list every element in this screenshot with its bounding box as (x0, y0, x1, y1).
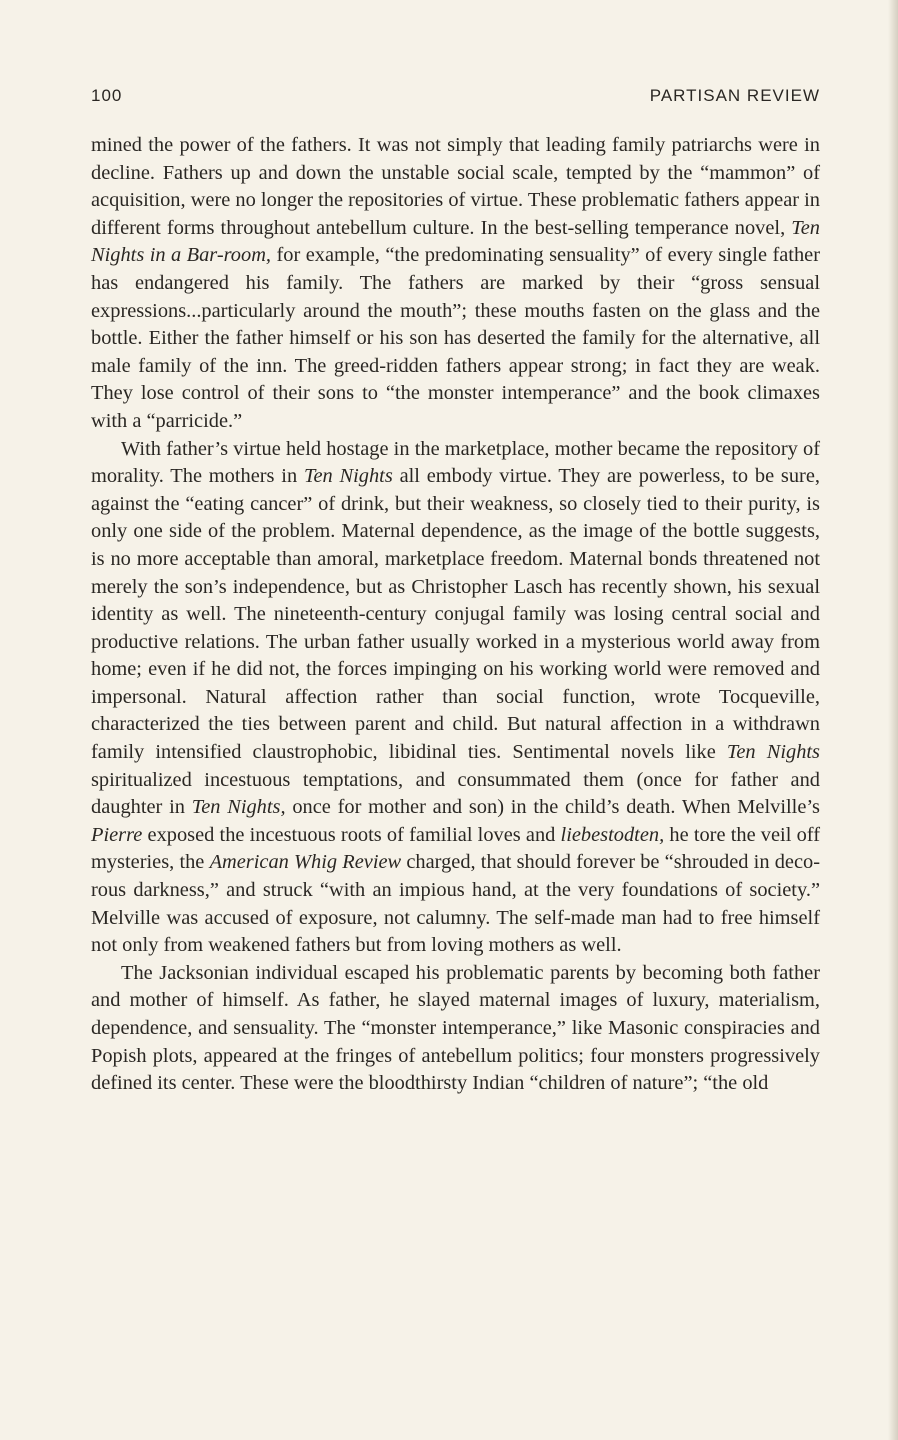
page-number: 100 (91, 86, 123, 105)
p2-book-title-1: Ten Nights (303, 465, 393, 488)
p2-text-3: spiritualized incestuous temptations, and consummated them (once for father and daughter in (91, 768, 820, 819)
p2-text-6: he tore the veil off mysteries, the (91, 823, 820, 874)
p2-text-4: once for mother and son) in the child’s death. When Melville’s (285, 796, 820, 819)
p2-journal-title: American Whig Review (209, 851, 402, 874)
p2-italic-term: liebestodten, (560, 823, 665, 846)
p2-book-title-3: Ten Nights, (191, 796, 286, 819)
paragraph-3 (91, 960, 820, 1098)
document-page (91, 86, 820, 1098)
paragraph-2 (91, 436, 820, 960)
journal-title: PARTISAN REVIEW (649, 86, 820, 105)
paragraph-1 (91, 132, 820, 436)
p1-text-2: for example, “the predominating sensuality” of every single father has endangered his family. The fathers are marked by their “gross sensual expressions...particularly around the mouth”; these mouths fasten on the glass and the bottle. Either the father himself or his son has deserted the family for the alternative, all male family of the inn. The greed-ridden fathers appear strong; in fact they are weak. They lose control of their sons to “the monster intemperance” and the book climaxes with a “parricide.” (91, 244, 821, 432)
p2-book-title-2: Ten Nights (726, 741, 820, 764)
page-edge-shadow (888, 0, 898, 1440)
body-text (91, 132, 820, 1098)
running-header (91, 86, 820, 106)
p2-text-2: all embody virtue. They are powerless, to be sure, against the “eating cancer” of drink, but their weakness, so closely tied to their purity, is only one side of the problem. Maternal dependence, as the image of the bottle suggests, is no more acceptable than amoral, marketplace freedom. Maternal bonds threatened not merely the son’s independence, but as Christopher Lasch has recently shown, his sexual identity as well. The nineteenth-century conjugal family was losing central social and productive relations. The urban father usually worked in a mysterious world away from home; even if he did not, the forces impinging on his working world were removed and impersonal. Natural affection rather than social function, wrote Tocqueville, characterized the ties between parent and child. But natural affection in a withdrawn family intensified claustrophobic, libidinal ties. Sentimental novels like (91, 465, 820, 764)
p2-text-5: exposed the incestuous roots of familial loves and (142, 823, 561, 846)
p1-text-1: mined the power of the fathers. It was not simply that leading family patriarchs were in decline. Fathers up and down the unstable social scale, tempted by the “mammon” of acquisition, were no longer the repositories of virtue. These problematic fathers appear in different forms throughout antebellum culture. In the best-selling temperance novel, (91, 134, 820, 239)
p1-book-title-1: Ten Nights in a Bar-room, (91, 216, 820, 267)
p2-book-title-4: Pierre (91, 823, 143, 846)
p3-text-1: The Jacksonian individual escaped his problematic parents by becoming both father and mother of himself. As father, he slayed maternal images of luxury, materialism, dependence, and sensuality. The “monster intemperance,” like Masonic conspiracies and Popish plots, appeared at the fringes of antebellum politics; four monsters progressively defined its center. These were the bloodthirsty Indian “children of nature”; “the old (91, 961, 820, 1095)
p2-text-1: With father’s virtue held hostage in the marketplace, mother became the repository of morality. The mothers in (91, 437, 820, 488)
p2-text-7: charged, that should forever be “shrouded in decorous darkness,” and struck “with an impious hand, at the very foundations of society.” Melville was accused of exposure, not calumny. The self-made man had to free himself not only from weakened fathers but from loving mothers as well. (91, 851, 821, 957)
